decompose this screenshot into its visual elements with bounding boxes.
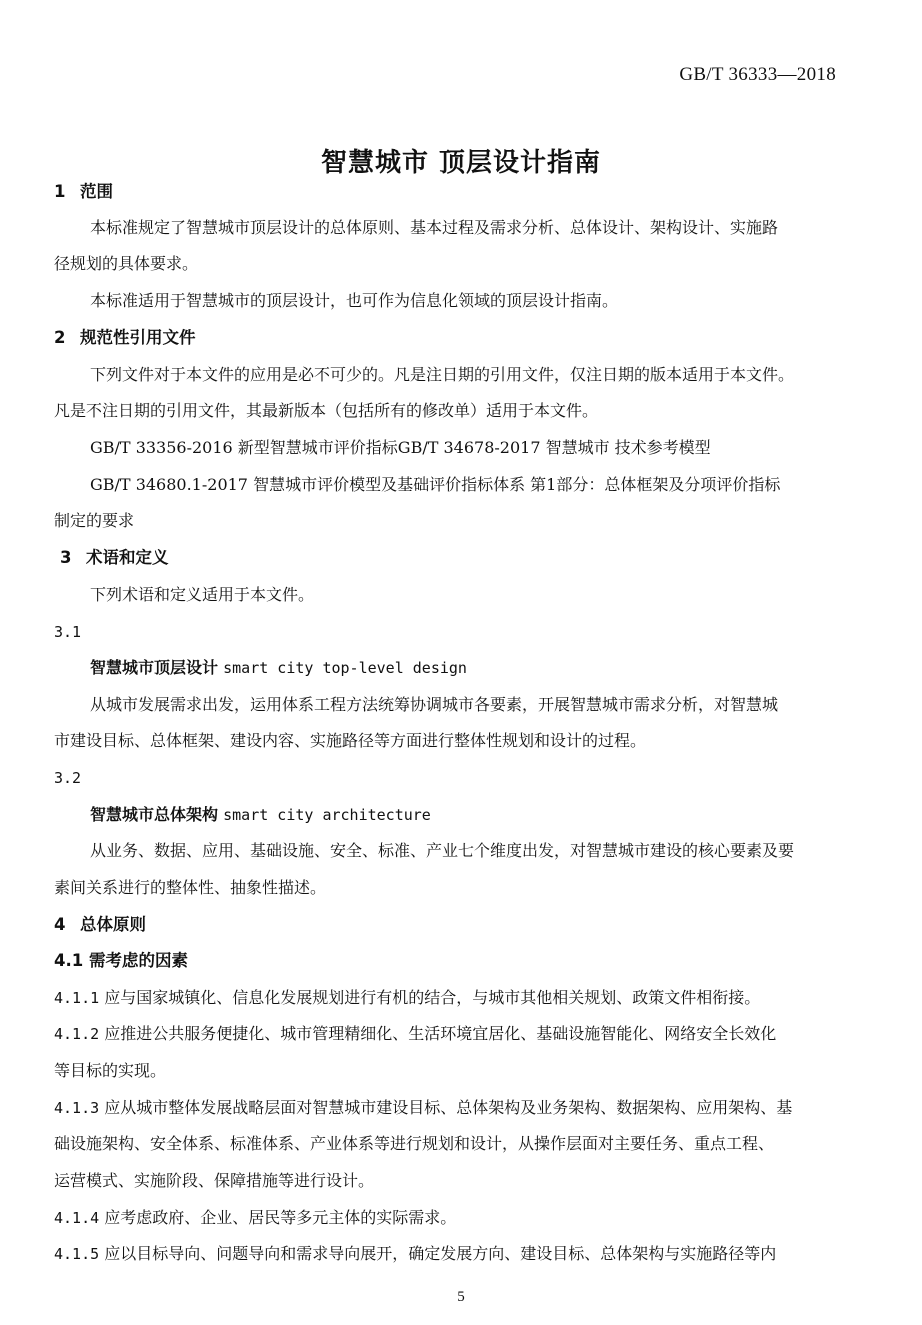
section-number: 4 — [54, 915, 66, 934]
term-chinese: 智慧城市总体架构 — [90, 805, 219, 824]
clause-text: 应推进公共服务便捷化、城市管理精细化、生活环境宜居化、基础设施智能化、网络安全长效化 — [104, 1024, 777, 1043]
clause-number: 4.1.4 — [54, 1209, 100, 1227]
reference-line: 制定的要求 — [54, 511, 135, 530]
section-number: 2 — [54, 328, 66, 347]
term-english: smart city architecture — [223, 806, 431, 824]
section-title: 规范性引用文件 — [80, 328, 196, 347]
term-chinese: 智慧城市顶层设计 — [90, 658, 219, 677]
section-title: 总体原则 — [80, 915, 146, 934]
section-title: 范围 — [80, 182, 113, 201]
clause-text: 应考虑政府、企业、居民等多元主体的实际需求。 — [104, 1208, 457, 1227]
clause-number: 4.1.2 — [54, 1025, 100, 1043]
standard-code: GB/T 36333—2018 — [679, 64, 836, 85]
paragraph-line: 下列文件对于本文件的应用是必不可少的。凡是注日期的引用文件，仅注日期的版本适用于本文件。 — [90, 365, 795, 384]
page-title: 智慧城市 顶层设计指南 — [320, 148, 602, 178]
paragraph-line: 凡是不注日期的引用文件，其最新版本（包括所有的修改单）适用于本文件。 — [54, 401, 599, 420]
clause-4-1-3 — [54, 1097, 792, 1119]
clause-4-1-5 — [54, 1243, 776, 1265]
clause-text: 应与国家城镇化、信息化发展规划进行有机的结合，与城市其他相关规划、政策文件相衔接。 — [104, 988, 761, 1007]
section-heading-1 — [54, 181, 113, 203]
clause-4-1-1 — [54, 987, 760, 1009]
section-heading-4 — [54, 914, 146, 936]
clause-number: 4.1.3 — [54, 1099, 100, 1117]
clause-text: 应从城市整体发展战略层面对智慧城市建设目标、总体架构及业务架构、数据架构、应用架构、基 — [104, 1098, 793, 1117]
term-entry — [90, 804, 431, 826]
clause-number: 4.1.5 — [54, 1245, 100, 1263]
term-number: 3.2 — [54, 769, 82, 787]
reference-line: GB/T 33356-2016 新型智慧城市评价指标GB/T 34678-2017 智慧城市 技术参考模型 — [90, 438, 711, 457]
term-entry — [90, 657, 467, 679]
definition-line: 素间关系进行的整体性、抽象性描述。 — [54, 878, 327, 897]
subsection-title: 需考虑的因素 — [88, 951, 188, 970]
page-number: 5 — [457, 1289, 465, 1305]
term-number: 3.1 — [54, 623, 82, 641]
definition-line: 从业务、数据、应用、基础设施、安全、标准、产业七个维度出发，对智慧城市建设的核心要素及要 — [90, 841, 795, 860]
clause-4-1-2 — [54, 1023, 776, 1045]
section-heading-2 — [54, 327, 196, 349]
paragraph-line: 下列术语和定义适用于本文件。 — [90, 585, 315, 604]
paragraph-line: 本标准规定了智慧城市顶层设计的总体原则、基本过程及需求分析、总体设计、架构设计、实施路 — [90, 218, 779, 237]
section-heading-3 — [60, 547, 169, 569]
reference-line: GB/T 34680.1-2017 智慧城市评价模型及基础评价指标体系 第1部分：总体框架及分项评价指标 — [90, 475, 781, 494]
clause-text: 应以目标导向、问题导向和需求导向展开，确定发展方向、建设目标、总体架构与实施路径等内 — [104, 1244, 777, 1263]
subsection-heading-4-1 — [54, 950, 188, 972]
clause-text-line: 运营模式、实施阶段、保障措施等进行设计。 — [54, 1171, 375, 1190]
section-number: 1 — [54, 182, 66, 201]
definition-line: 市建设目标、总体框架、建设内容、实施路径等方面进行整体性规划和设计的过程。 — [54, 731, 647, 750]
definition-line: 从城市发展需求出发，运用体系工程方法统筹协调城市各要素，开展智慧城市需求分析，对智慧城 — [90, 695, 779, 714]
clause-4-1-4 — [54, 1207, 456, 1229]
clause-number: 4.1.1 — [54, 989, 100, 1007]
clause-text-line: 础设施架构、安全体系、标准体系、产业体系等进行规划和设计，从操作层面对主要任务、重点工程、 — [54, 1134, 775, 1153]
paragraph-line: 本标准适用于智慧城市的顶层设计，也可作为信息化领域的顶层设计指南。 — [90, 291, 619, 310]
paragraph-line: 径规划的具体要求。 — [54, 254, 199, 273]
subsection-number: 4.1 — [54, 951, 84, 970]
term-english: smart city top-level design — [223, 659, 467, 677]
clause-text-line: 等目标的实现。 — [54, 1061, 167, 1080]
section-number: 3 — [60, 548, 72, 567]
section-title: 术语和定义 — [86, 548, 169, 567]
